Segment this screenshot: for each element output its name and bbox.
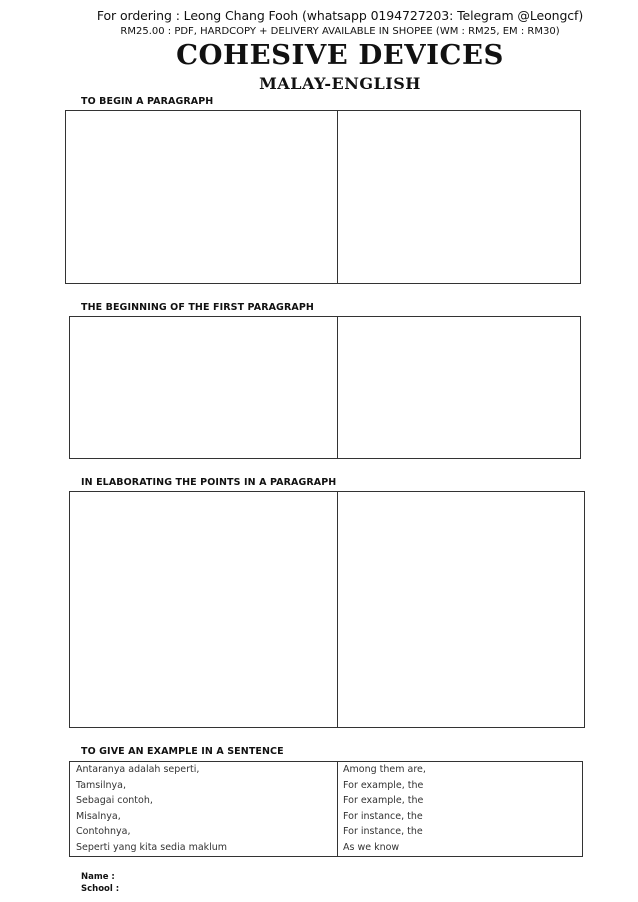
english-phrase: For instance, the bbox=[343, 826, 423, 837]
section-label-begin-paragraph: TO BEGIN A PARAGRAPH bbox=[81, 96, 214, 107]
example-table bbox=[69, 761, 583, 857]
malay-phrase: Tamsilnya, bbox=[76, 779, 127, 791]
malay-phrase: Misalnya, bbox=[76, 810, 121, 822]
malay-phrase: Seperti yang kita sedia maklum bbox=[76, 841, 228, 853]
english-phrase: For example, the bbox=[343, 795, 424, 806]
price-info: RM25.00 : PDF, HARDCOPY + DELIVERY AVAILABLE IN SHOPEE (WM : RM25, EM : RM30) bbox=[120, 26, 560, 37]
malay-phrase: Contohnya, bbox=[76, 826, 131, 837]
school-label: School : bbox=[81, 884, 120, 894]
page-subtitle: MALAY-ENGLISH bbox=[259, 74, 421, 93]
name-label: Name : bbox=[81, 872, 115, 882]
malay-phrase: Sebagai contoh, bbox=[76, 795, 153, 806]
section-label-elaborating-points: IN ELABORATING THE POINTS IN A PARAGRAPH bbox=[81, 477, 337, 488]
writing-box-first-paragraph bbox=[69, 316, 581, 459]
english-phrase: For instance, the bbox=[343, 810, 423, 822]
english-phrase: For example, the bbox=[343, 779, 424, 791]
english-column bbox=[338, 762, 582, 856]
column-divider bbox=[337, 317, 338, 458]
page-title: COHESIVE DEVICES bbox=[176, 40, 504, 71]
section-label-first-paragraph: THE BEGINNING OF THE FIRST PARAGRAPH bbox=[81, 302, 314, 313]
english-phrase: Among them are, bbox=[343, 764, 426, 775]
column-divider bbox=[337, 492, 338, 727]
writing-box-begin-paragraph bbox=[65, 110, 581, 284]
malay-phrase: Antaranya adalah seperti, bbox=[76, 764, 200, 775]
english-phrase: As we know bbox=[343, 841, 400, 853]
writing-box-elaborating-points bbox=[69, 491, 585, 728]
section-label-give-example: TO GIVE AN EXAMPLE IN A SENTENCE bbox=[81, 746, 284, 757]
column-divider bbox=[337, 111, 338, 283]
ordering-info: For ordering : Leong Chang Fooh (whatsapp 0194727203: Telegram @Leongcf) bbox=[96, 8, 584, 23]
malay-column bbox=[70, 762, 338, 856]
